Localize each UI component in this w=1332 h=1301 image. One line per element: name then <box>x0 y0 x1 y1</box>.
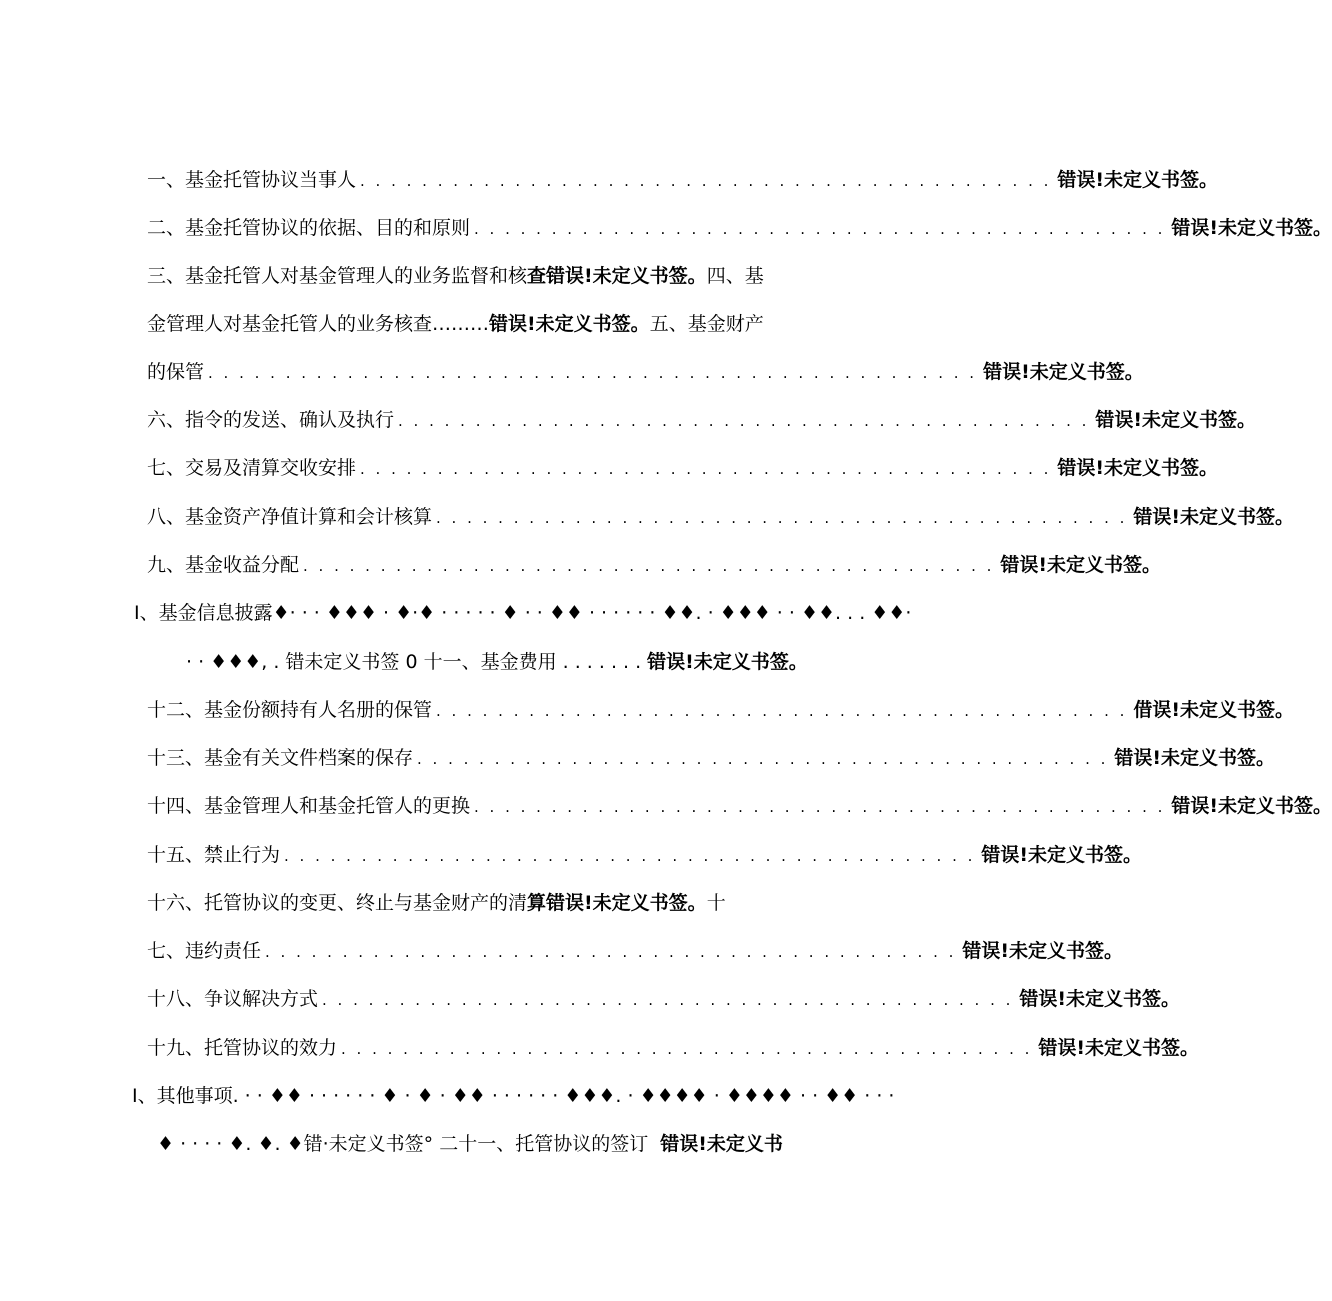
toc-text: ♦ · · · · ♦. ♦. ♦错·未定义书签° 二十一、托管协议的签订 <box>157 1133 649 1155</box>
toc-entry <box>147 938 1124 964</box>
toc-entry-title: 七、违约责任 <box>147 940 262 962</box>
toc-text: 五、基金财产 <box>649 313 764 335</box>
toc-entry <box>147 455 1219 481</box>
toc-leader: . . . . . . . . . . . . . . . . . . . . . . . . . . . . . . . . . . . . . . . . . . . . . <box>360 172 1052 190</box>
toc-text: Ⅰ、其他事项. · · ♦♦ · · · · · · ♦ · ♦ · ♦♦ · · · · · · ♦♦♦. · ♦♦♦♦ · ♦♦♦♦ · · ♦♦ · · · <box>132 1085 895 1107</box>
toc-text: 十 <box>706 892 726 914</box>
toc-text: 十六、托管协议的变更、终止与基金财产的清 <box>147 892 528 914</box>
toc-entry-title: 十二、基金份额持有人名册的保管 <box>147 699 433 721</box>
toc-leader: . . . . . . . . . . . . . . . . . . . . . . . . . . . . . . . . . . . . . . . . . . . . . <box>474 798 1166 816</box>
toc-entry-title: 十四、基金管理人和基金托管人的更换 <box>147 795 471 817</box>
toc-page-ref: 错误!未定义书签。 <box>1171 217 1332 239</box>
toc-page-ref: 错误!未定义书签。 <box>1133 506 1295 528</box>
toc-text: · · ♦♦♦, . 错未定义书签 0 十一、基金费用 . . . . . . . <box>186 651 642 673</box>
toc-page-ref: 错误!未定义书签。 <box>1057 457 1219 479</box>
toc-leader: . . . . . . . . . . . . . . . . . . . . . . . . . . . . . . . . . . . . . . . . . . . . . <box>322 991 1014 1009</box>
toc-leader: . . . . . . . . . . . . . . . . . . . . . . . . . . . . . . . . . . . . . . . . . . . . . <box>303 557 995 575</box>
toc-entry <box>147 842 1143 868</box>
toc-leader: . . . . . . . . . . . . . . . . . . . . . . . . . . . . . . . . . . . . . . . . . . . . . . . . . . <box>208 364 978 382</box>
toc-entry-title: 二、基金托管协议的依据、目的和原则 <box>147 217 471 239</box>
toc-leader: . . . . . . . . . . . . . . . . . . . . . . . . . . . . . . . . . . . . . . . . . . . . . <box>360 460 1052 478</box>
toc-leader: . . . . . . . . . . . . . . . . . . . . . . . . . . . . . . . . . . . . . . . . . . . . . <box>474 220 1166 238</box>
toc-page-ref: 错误!未定义书签。 <box>962 940 1124 962</box>
toc-entry-title: 九、基金收益分配 <box>147 554 300 576</box>
toc-page-ref: 错误!未定义书签。 <box>983 361 1144 383</box>
toc-page-ref: 错误!未定义书签。 <box>1171 795 1332 817</box>
toc-entry <box>147 215 1332 241</box>
toc-garbled-line <box>132 1083 894 1109</box>
toc-entry <box>147 1035 1200 1061</box>
toc-entry <box>147 552 1162 578</box>
toc-entry <box>147 986 1181 1012</box>
toc-entry-title: 的保管 <box>147 361 205 383</box>
toc-entry <box>147 504 1295 530</box>
toc-wrapped-line <box>147 890 726 916</box>
toc-entry-title: 十三、基金有关文件档案的保存 <box>147 747 414 769</box>
toc-entry-title: 七、交易及清算交收安排 <box>147 457 357 479</box>
toc-page-ref: 错误!未定义书签。 <box>1114 747 1276 769</box>
toc-page-ref: 错误!未定义书签。 <box>1057 169 1219 191</box>
toc-entry <box>147 697 1295 723</box>
toc-leader: . . . . . . . . . . . . . . . . . . . . . . . . . . . . . . . . . . . . . . . . . . . . . <box>284 847 976 865</box>
toc-wrapped-line <box>147 263 764 289</box>
toc-page-ref: 查错误!未定义书签。 <box>527 265 707 287</box>
toc-page-ref: 借误!未定义书签。 <box>1133 699 1295 721</box>
toc-entry-title: 一、基金托管协议当事人 <box>147 169 357 191</box>
toc-leader: . . . . . . . . . . . . . . . . . . . . . . . . . . . . . . . . . . . . . . . . . . . . . <box>398 412 1090 430</box>
toc-entry-title: 十八、争议解决方式 <box>147 988 319 1010</box>
toc-page-ref: 错误!未定义书签。 <box>1019 988 1181 1010</box>
toc-entry <box>147 359 1144 385</box>
toc-entry-title: 十五、禁止行为 <box>147 844 281 866</box>
toc-entry-title: 六、指令的发送、确认及执行 <box>147 409 395 431</box>
toc-garbled-line <box>134 600 911 626</box>
toc-page-ref: 错误!未定义书签。 <box>647 651 808 673</box>
toc-wrapped-line <box>147 311 764 337</box>
toc-entry <box>147 793 1332 819</box>
toc-entry-title: 八、基金资产净值计算和会计核算 <box>147 506 433 528</box>
toc-page-ref: 错误!未定义书签。 <box>489 313 650 335</box>
toc-text: 金管理人对基金托管人的业务核查……… <box>147 313 490 335</box>
toc-garbled-line <box>186 649 808 675</box>
toc-page-ref: 错误!未定义书签。 <box>1038 1037 1200 1059</box>
toc-text: 三、基金托管人对基金管理人的业务监督和核 <box>147 265 528 287</box>
toc-entry <box>147 745 1276 771</box>
toc-text: Ⅰ、基金信息披露♦· · · ♦♦♦ · ♦·♦ · · · · · ♦ · · ♦♦ · · · · · · ♦♦. · ♦♦♦ · · ♦♦. . . ♦♦· <box>134 602 912 624</box>
toc-page-ref: 错误!未定义书签。 <box>1095 409 1257 431</box>
toc-page-ref: 算错误!未定义书签。 <box>527 892 707 914</box>
toc-page-ref: 错误!未定义书签。 <box>1000 554 1162 576</box>
toc-leader: . . . . . . . . . . . . . . . . . . . . . . . . . . . . . . . . . . . . . . . . . . . . . <box>436 509 1128 527</box>
toc-entry <box>147 167 1219 193</box>
toc-leader: . . . . . . . . . . . . . . . . . . . . . . . . . . . . . . . . . . . . . . . . . . . . . <box>341 1040 1033 1058</box>
toc-leader: . . . . . . . . . . . . . . . . . . . . . . . . . . . . . . . . . . . . . . . . . . . . . <box>417 750 1109 768</box>
toc-leader: . . . . . . . . . . . . . . . . . . . . . . . . . . . . . . . . . . . . . . . . . . . . . <box>436 702 1128 720</box>
toc-entry-title: 十九、托管协议的效力 <box>147 1037 338 1059</box>
toc-text: 四、基 <box>706 265 764 287</box>
toc-leader: . . . . . . . . . . . . . . . . . . . . . . . . . . . . . . . . . . . . . . . . . . . . . <box>265 943 957 961</box>
toc-page-ref: 错误!未定义书签。 <box>981 844 1143 866</box>
toc-page-ref: 错误!未定义书 <box>660 1133 783 1155</box>
toc-entry <box>147 407 1257 433</box>
toc-garbled-line <box>157 1131 783 1157</box>
